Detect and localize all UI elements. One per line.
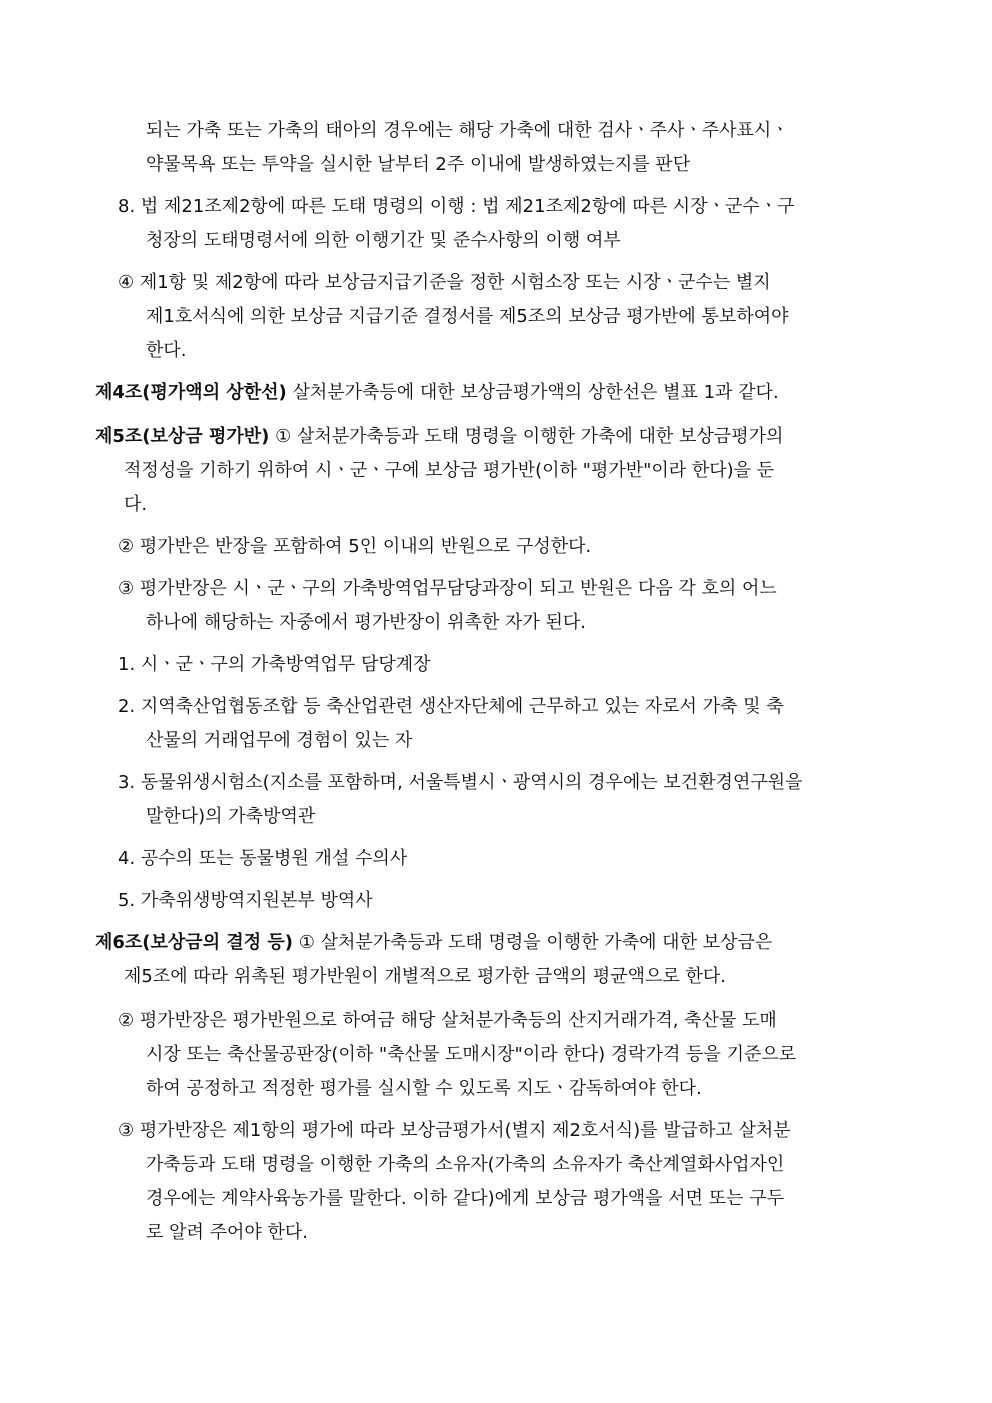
- text-line: 로 알려 주어야 한다.: [146, 1222, 308, 1243]
- text-line: 경우에는 계약사육농가를 말한다. 이하 같다)에게 보상금 평가액을 서면 또는 구두: [146, 1188, 785, 1209]
- article-5-clause-2: [0, 530, 591, 564]
- article-5-item-1: [0, 648, 431, 682]
- article-5: [0, 420, 783, 522]
- article-4-text: 살처분가축등에 대한 보상금평가액의 상한선은 별표 1과 같다.: [286, 382, 779, 403]
- text-line: 청장의 도태명령서에 의한 이행기간 및 준수사항의 이행 여부: [146, 230, 621, 251]
- article-5-heading: 제5조(보상금 평가반): [95, 426, 270, 447]
- article-6-clause-3: [0, 1114, 791, 1250]
- text-line: ③ 평가반장은 제1항의 평가에 따라 보상금평가서(별지 제2호서식)를 발급하고 살처분: [118, 1120, 791, 1141]
- text-line: [0, 376, 779, 410]
- text-line: 산물의 거래업무에 경험이 있는 자: [146, 730, 413, 751]
- text-line: 2. 지역축산업협동조합 등 축산업관련 생산자단체에 근무하고 있는 자로서 가축 및 축: [118, 696, 784, 717]
- text-line: [0, 420, 783, 454]
- text-line: 5. 가축위생방역지원본부 방역사: [118, 890, 373, 911]
- text-line: 제1호서식에 의한 보상금 지급기준 결정서를 제5조의 보상금 평가반에 통보하여야: [146, 306, 789, 327]
- article-6: [0, 926, 772, 994]
- article-5-item-3: [0, 766, 803, 834]
- text-line: 제5조에 따라 위촉된 평가반원이 개별적으로 평가한 금액의 평균액으로 한다.: [124, 966, 726, 987]
- article-4-heading: 제4조(평가액의 상한선): [95, 382, 287, 403]
- text-line: [0, 926, 772, 960]
- article-6-heading: 제6조(보상금의 결정 등): [95, 932, 294, 953]
- text-line: 1. 시ㆍ군ㆍ구의 가축방역업무 담당계장: [118, 654, 431, 675]
- text-line: 하여 공정하고 적정한 평가를 실시할 수 있도록 지도ㆍ감독하여야 한다.: [146, 1078, 702, 1099]
- article-6-clause-2: [0, 1004, 796, 1106]
- text-line: 하나에 해당하는 자중에서 평가반장이 위촉한 자가 된다.: [146, 612, 586, 633]
- text-line: 시장 또는 축산물공판장(이하 "축산물 도매시장"이라 한다) 경락가격 등을 기준으로: [146, 1044, 797, 1065]
- text-line: ② 평가반장은 평가반원으로 하여금 해당 살처분가축등의 산지거래가격, 축산물 도매: [118, 1010, 777, 1031]
- text-line: 8. 법 제21조제2항에 따른 도태 명령의 이행 : 법 제21조제2항에 따른 시장ㆍ군수ㆍ구: [118, 196, 795, 217]
- paragraph-7-continuation: [0, 114, 789, 182]
- text-line: 다.: [124, 494, 148, 515]
- text-line: 4. 공수의 또는 동물병원 개설 수의사: [118, 848, 408, 869]
- text-line: 3. 동물위생시험소(지소를 포함하며, 서울특별시ㆍ광역시의 경우에는 보건환경연구원을: [118, 772, 803, 793]
- item-8: [0, 190, 795, 258]
- article-5-clause-3: [0, 572, 777, 640]
- text-line: ④ 제1항 및 제2항에 따라 보상금지급기준을 정한 시험소장 또는 시장ㆍ군수는 별지: [118, 272, 771, 293]
- text-line: 적정성을 기하기 위하여 시ㆍ군ㆍ구에 보상금 평가반(이하 "평가반"이라 한다)을 둔: [124, 460, 775, 481]
- text-line: 약물목욕 또는 투약을 실시한 날부터 2주 이내에 발생하였는지를 판단: [146, 154, 691, 175]
- text-line: 한다.: [146, 340, 187, 361]
- text-line: 가축등과 도태 명령을 이행한 가축의 소유자(가축의 소유자가 축산계열화사업자인: [146, 1154, 785, 1175]
- article-4: [0, 376, 779, 410]
- article-5-text: ① 살처분가축등과 도태 명령을 이행한 가축에 대한 보상금평가의: [269, 426, 784, 447]
- text-line: ③ 평가반장은 시ㆍ군ㆍ구의 가축방역업무담당과장이 되고 반원은 다음 각 호의 어느: [118, 578, 777, 599]
- text-line: ② 평가반은 반장을 포함하여 5인 이내의 반원으로 구성한다.: [118, 536, 592, 557]
- article-5-item-4: [0, 842, 407, 876]
- text-line: 되는 가축 또는 가축의 태아의 경우에는 해당 가축에 대한 검사ㆍ주사ㆍ주사표시ㆍ: [146, 120, 789, 141]
- article-5-item-2: [0, 690, 784, 758]
- text-line: 말한다)의 가축방역관: [146, 806, 316, 827]
- clause-4: [0, 266, 788, 368]
- article-6-text: ① 살처분가축등과 도태 명령을 이행한 가축에 대한 보상금은: [293, 932, 773, 953]
- article-5-item-5: [0, 884, 373, 918]
